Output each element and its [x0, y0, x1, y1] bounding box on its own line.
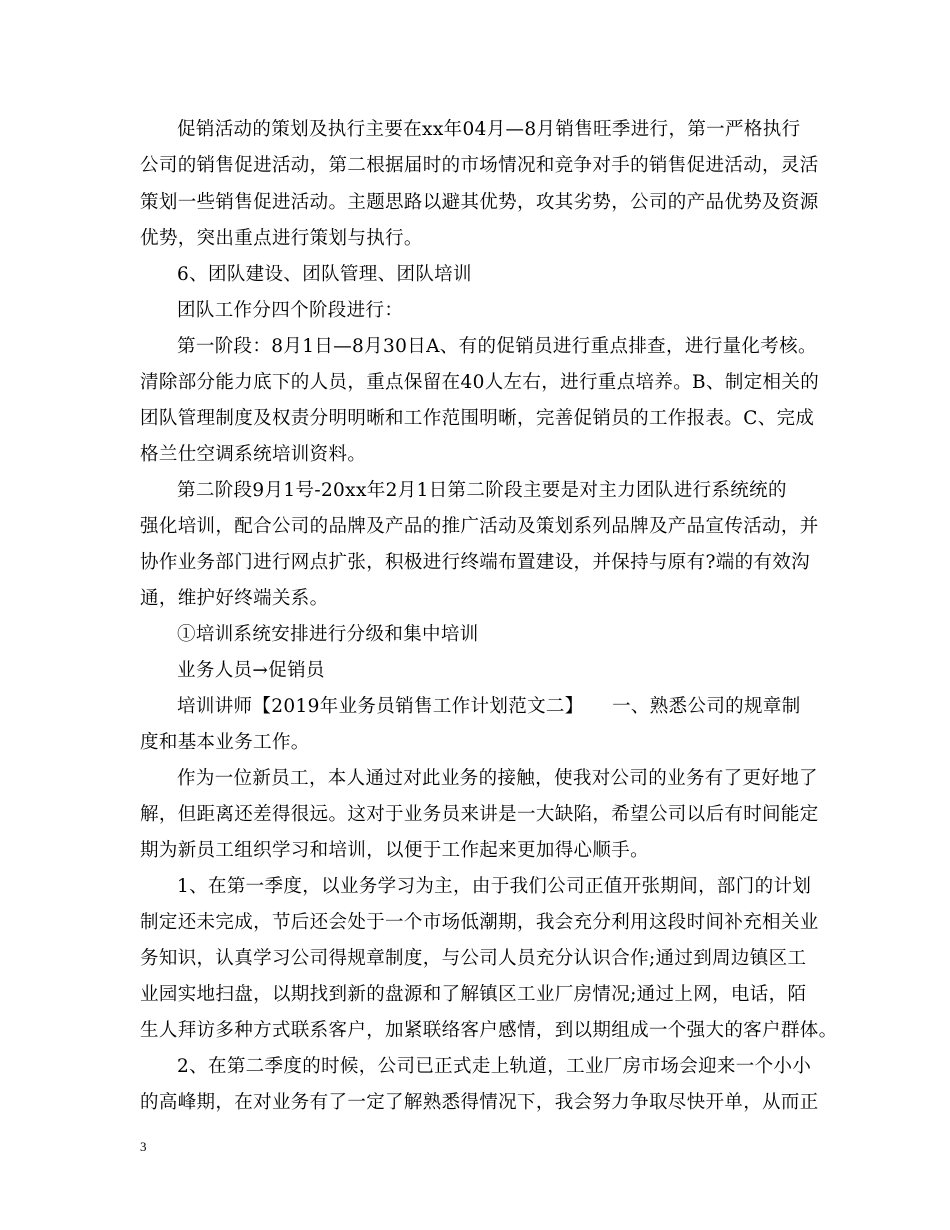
- text-line: 培训讲师【2019年业务员销售工作计划范文二】 一、熟悉公司的规章制: [177, 696, 801, 717]
- text-line: 业园实地扫盘，以期找到新的盘源和了解镇区工业厂房情况;通过上网，电话，陌: [140, 984, 807, 1005]
- text-line: 解，但距离还差得很远。这对于业务员来讲是一大缺陷，希望公司以后有时间能定: [140, 804, 819, 825]
- text-line: 2、在第二季度的时候，公司已正式走上轨道，工业厂房市场会迎来一个小小: [177, 1056, 812, 1077]
- text-line: 业务人员→促销员: [177, 660, 325, 681]
- text-line: 促销活动的策划及执行主要在xx年04月—8月销售旺季进行，第一严格执行: [177, 119, 801, 140]
- page-number: 3: [140, 1139, 147, 1154]
- text-line: ①培训系统安排进行分级和集中培训: [177, 624, 479, 645]
- text-line: 生人拜访多种方式联系客户，加紧联络客户感情，到以期组成一个强大的客户群体。: [140, 1020, 838, 1041]
- section-heading: 6、团队建设、团队管理、团队培训: [177, 264, 472, 285]
- text-line: 协作业务部门进行网点扩张，积极进行终端布置建设，并保持与原有?端的有效沟: [140, 552, 811, 573]
- text-line: 第一阶段：8月1日—8月30日A、有的促销员进行重点排查，进行量化考核。: [177, 336, 817, 357]
- text-line: 的高峰期，在对业务有了一定了解熟悉得情况下，我会努力争取尽快开单，从而正: [140, 1092, 819, 1113]
- text-line: 公司的销售促进活动，第二根据届时的市场情况和竞争对手的销售促进活动，灵活: [140, 155, 819, 176]
- text-line: 强化培训，配合公司的品牌及产品的推广活动及策划系列品牌及产品宣传活动，并: [140, 516, 819, 537]
- text-line: 度和基本业务工作。: [140, 732, 310, 753]
- text-line: 团队工作分四个阶段进行：: [177, 300, 404, 321]
- text-line: 通，维护好终端关系。: [140, 588, 329, 609]
- text-line: 策划一些销售促进活动。主题思路以避其优势，攻其劣势，公司的产品优势及资源: [140, 192, 819, 213]
- text-line: 作为一位新员工，本人通过对此业务的接触，使我对公司的业务有了更好地了: [177, 768, 818, 789]
- text-line: 第二阶段9月1号-20xx年2月1日第二阶段主要是对主力团队进行系统统的: [177, 480, 787, 501]
- text-line: 1、在第一季度，以业务学习为主，由于我们公司正值开张期间，部门的计划: [177, 876, 812, 897]
- text-line: 格兰仕空调系统培训资料。: [140, 444, 367, 465]
- text-line: 期为新员工组织学习和培训，以便于工作起来更加得心顺手。: [140, 840, 649, 861]
- text-line: 务知识，认真学习公司得规章制度，与公司人员充分认识合作;通过到周边镇区工: [140, 948, 807, 969]
- text-line: 优势，突出重点进行策划与执行。: [140, 228, 423, 249]
- text-line: 清除部分能力底下的人员，重点保留在40人左右，进行重点培养。B、制定相关的: [140, 372, 820, 393]
- text-line: 制定还未完成，节后还会处于一个市场低潮期，我会充分利用这段时间补充相关业: [140, 912, 819, 933]
- text-line: 团队管理制度及权责分明明晰和工作范围明晰，完善促销员的工作报表。C、完成: [140, 408, 815, 429]
